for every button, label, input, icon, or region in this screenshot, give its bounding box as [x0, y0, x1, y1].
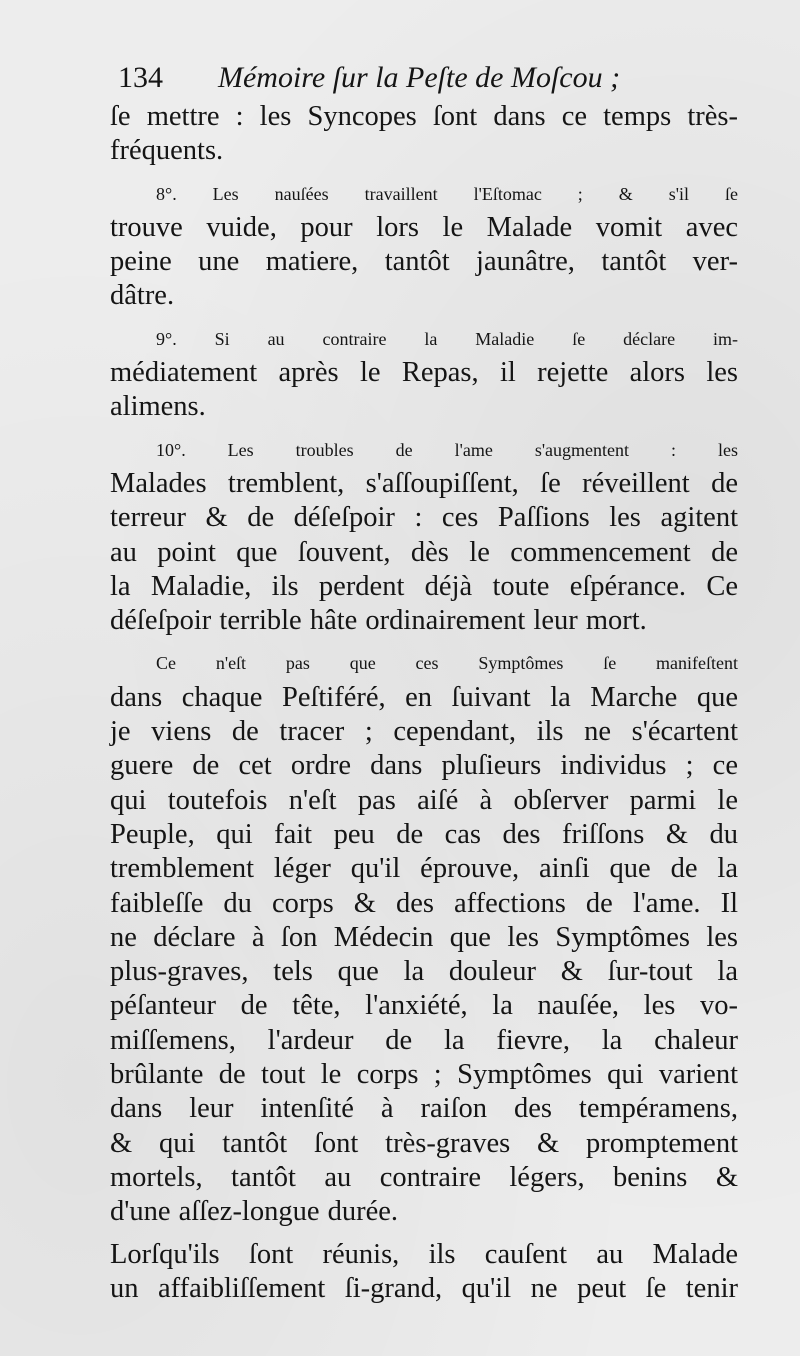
text-line: fréquents.	[110, 135, 224, 167]
page-header	[118, 58, 658, 98]
text-line: 10°. Les troubles de l'ame s'augmentent : les	[156, 439, 738, 460]
text-line: plus-graves, tels que la douleur & ſur-tout la	[110, 956, 738, 988]
text-line: Malades tremblent, s'aſſoupiſſent, ſe réveillent de	[110, 467, 738, 499]
text-line: trouve vuide, pour lors le Malade vomit avec	[110, 211, 738, 243]
running-title: Mémoire ſur la Peſte de Moſcou ;	[218, 61, 621, 94]
text-line: faibleſſe du corps & des affections de l'ame. Il	[110, 887, 738, 919]
text-line: je viens de tracer ; cependant, ils ne s'écartent	[110, 716, 738, 748]
text-line: un affaibliſſement ſi-grand, qu'il ne peut ſe tenir	[110, 1272, 738, 1304]
text-line: tremblement léger qu'il éprouve, ainſi que de la	[110, 853, 738, 885]
paragraph-gap	[110, 425, 738, 433]
text-line: médiatement après le Repas, il rejette alors les	[110, 357, 738, 389]
text-line: 9°. Si au contraire la Maladie ſe déclare im-	[156, 328, 738, 349]
text-line: Lorſqu'ils ſont réunis, ils cauſent au Malade	[110, 1238, 738, 1270]
text-line: terreur & de déſeſpoir : ces Paſſions les agitent	[110, 502, 738, 534]
text-line: guere de cet ordre dans pluſieurs individus ; ce	[110, 750, 738, 782]
text-line: mortels, tantôt au contraire légers, benins &	[110, 1161, 738, 1193]
text-line: d'une aſſez-longue durée.	[110, 1196, 399, 1228]
text-line: déſeſpoir terrible hâte ordinairement leur mort.	[110, 605, 647, 637]
paragraph-gap	[110, 314, 738, 322]
text-line: brûlante de tout le corps ; Symptômes qui varient	[110, 1059, 738, 1091]
text-line: au point que ſouvent, dès le commencement de	[110, 536, 738, 568]
body-text	[110, 100, 738, 1306]
text-line: la Maladie, ils perdent déjà toute eſpérance. Ce	[110, 570, 738, 602]
text-line: dans leur intenſité à raiſon des tempéramens,	[110, 1093, 738, 1125]
text-line: péſanteur de tête, l'anxiété, la nauſée, les vo-	[110, 990, 738, 1022]
text-line: Peuple, qui fait peu de cas des friſſons & du	[110, 818, 738, 850]
text-line: miſſemens, l'ardeur de la fievre, la chaleur	[110, 1024, 738, 1056]
page-number: 134	[118, 61, 163, 94]
paragraph-gap	[110, 638, 738, 646]
paragraph-gap	[110, 169, 738, 177]
text-line: dans chaque Peſtiféré, en ſuivant la Marche que	[110, 681, 738, 713]
text-line: qui toutefois n'eſt pas aiſé à obſerver parmi le	[110, 784, 738, 816]
text-line: alimens.	[110, 391, 206, 423]
text-line: ne déclare à ſon Médecin que les Symptômes les	[110, 921, 738, 953]
text-line: ſe mettre : les Syncopes ſont dans ce temps très-	[110, 101, 738, 132]
text-line: & qui tantôt ſont très-graves & promptement	[110, 1127, 738, 1159]
text-line: 8°. Les nauſées travaillent l'Eſtomac ; & s'il ſe	[156, 183, 738, 204]
paragraph-gap	[110, 1230, 738, 1238]
text-line: peine une matiere, tantôt jaunâtre, tantôt ver-	[110, 246, 738, 278]
text-line: Ce n'eſt pas que ces Symptômes ſe manifeſtent	[156, 653, 738, 674]
text-line: dâtre.	[110, 280, 175, 312]
